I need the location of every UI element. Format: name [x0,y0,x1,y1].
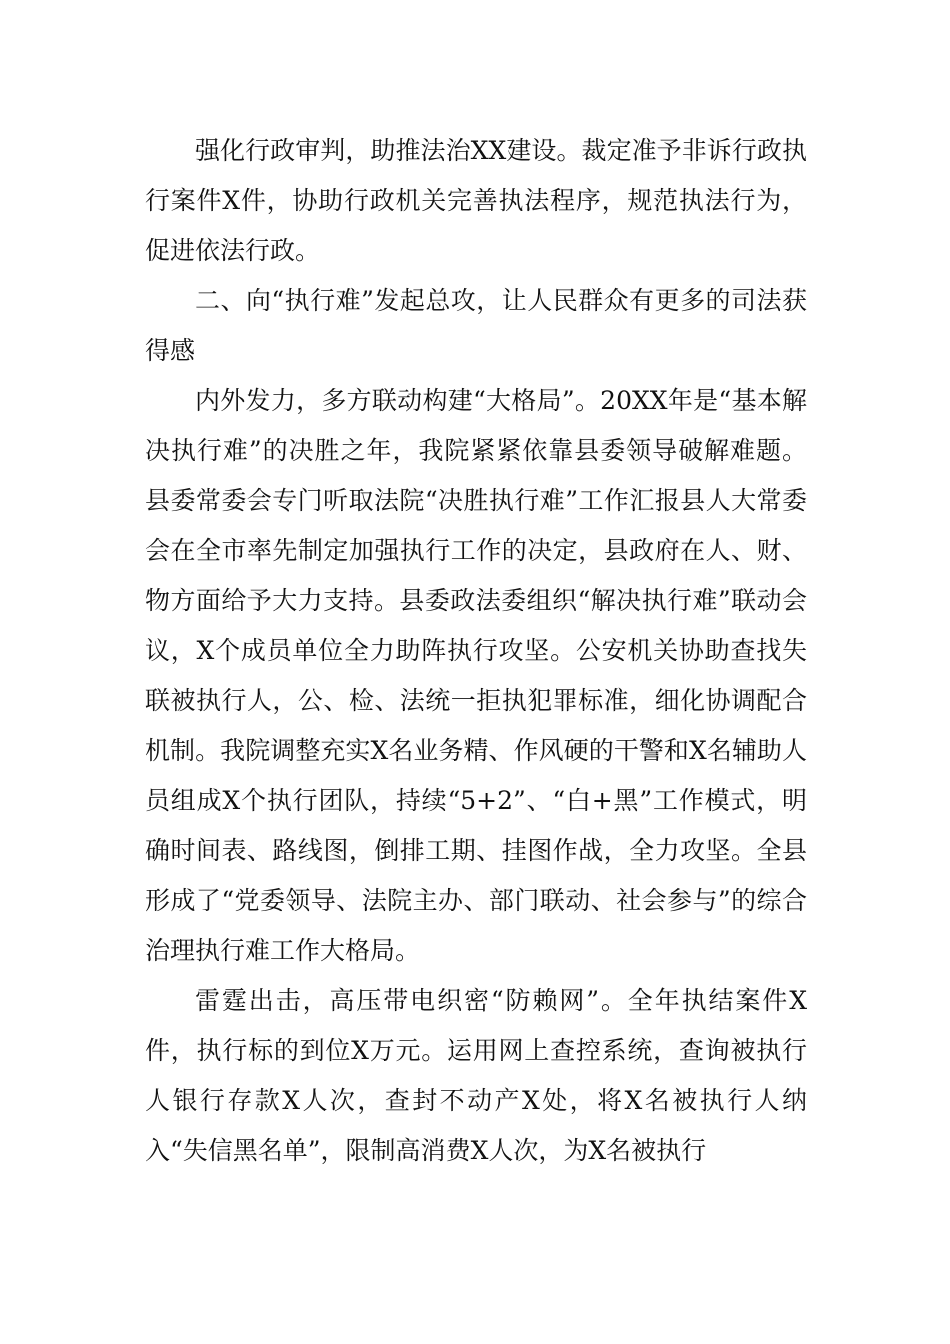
paragraph-administrative-trial: 强化行政审判，助推法治XX建设。裁定准予非诉行政执行案件X件，协助行政机关完善执法程序，规范执法行为，促进依法行政。 [145,136,807,265]
paragraph-joint-linkage: 内外发力，多方联动构建“大格局”。20XX年是“基本解决执行难”的决胜之年，我院紧紧依靠县委领导破解难题。县委常委会专门听取法院“决胜执行难”工作汇报县人大常委会在全市率先制定加强执行工作的决定，县政府在人、财、物方面给予大力支持。县委政法委组织“解决执行难”联动会议，X个成员单位全力助阵执行攻坚。公安机关协助查找失联被执行人，公、检、法统一拒执犯罪标准，细化协调配合机制。我院调整充实X名业务精、作风硬的干警和X名辅助人员组成X个执行团队，持续“5+2”、“白+黑”工作模式，明确时间表、路线图，倒排工期、挂图作战，全力攻坚。全县形成了“党委领导、法院主办、部门联动、社会参与”的综合治理执行难工作大格局。 [145,386,807,965]
paragraph-anti-default-net: 雷霆出击，高压带电织密“防赖网”。全年执结案件X件，执行标的到位X万元。运用网上查控系统，查询被执行人银行存款X人次，查封不动产X处，将X名被执行人纳入“失信黑名单”，限制高消费X人次，为X名被执行 [145,986,807,1165]
document-body [145,126,807,1176]
section-heading-enforcement: 二、向“执行难”发起总攻，让人民群众有更多的司法获得感 [145,286,807,365]
